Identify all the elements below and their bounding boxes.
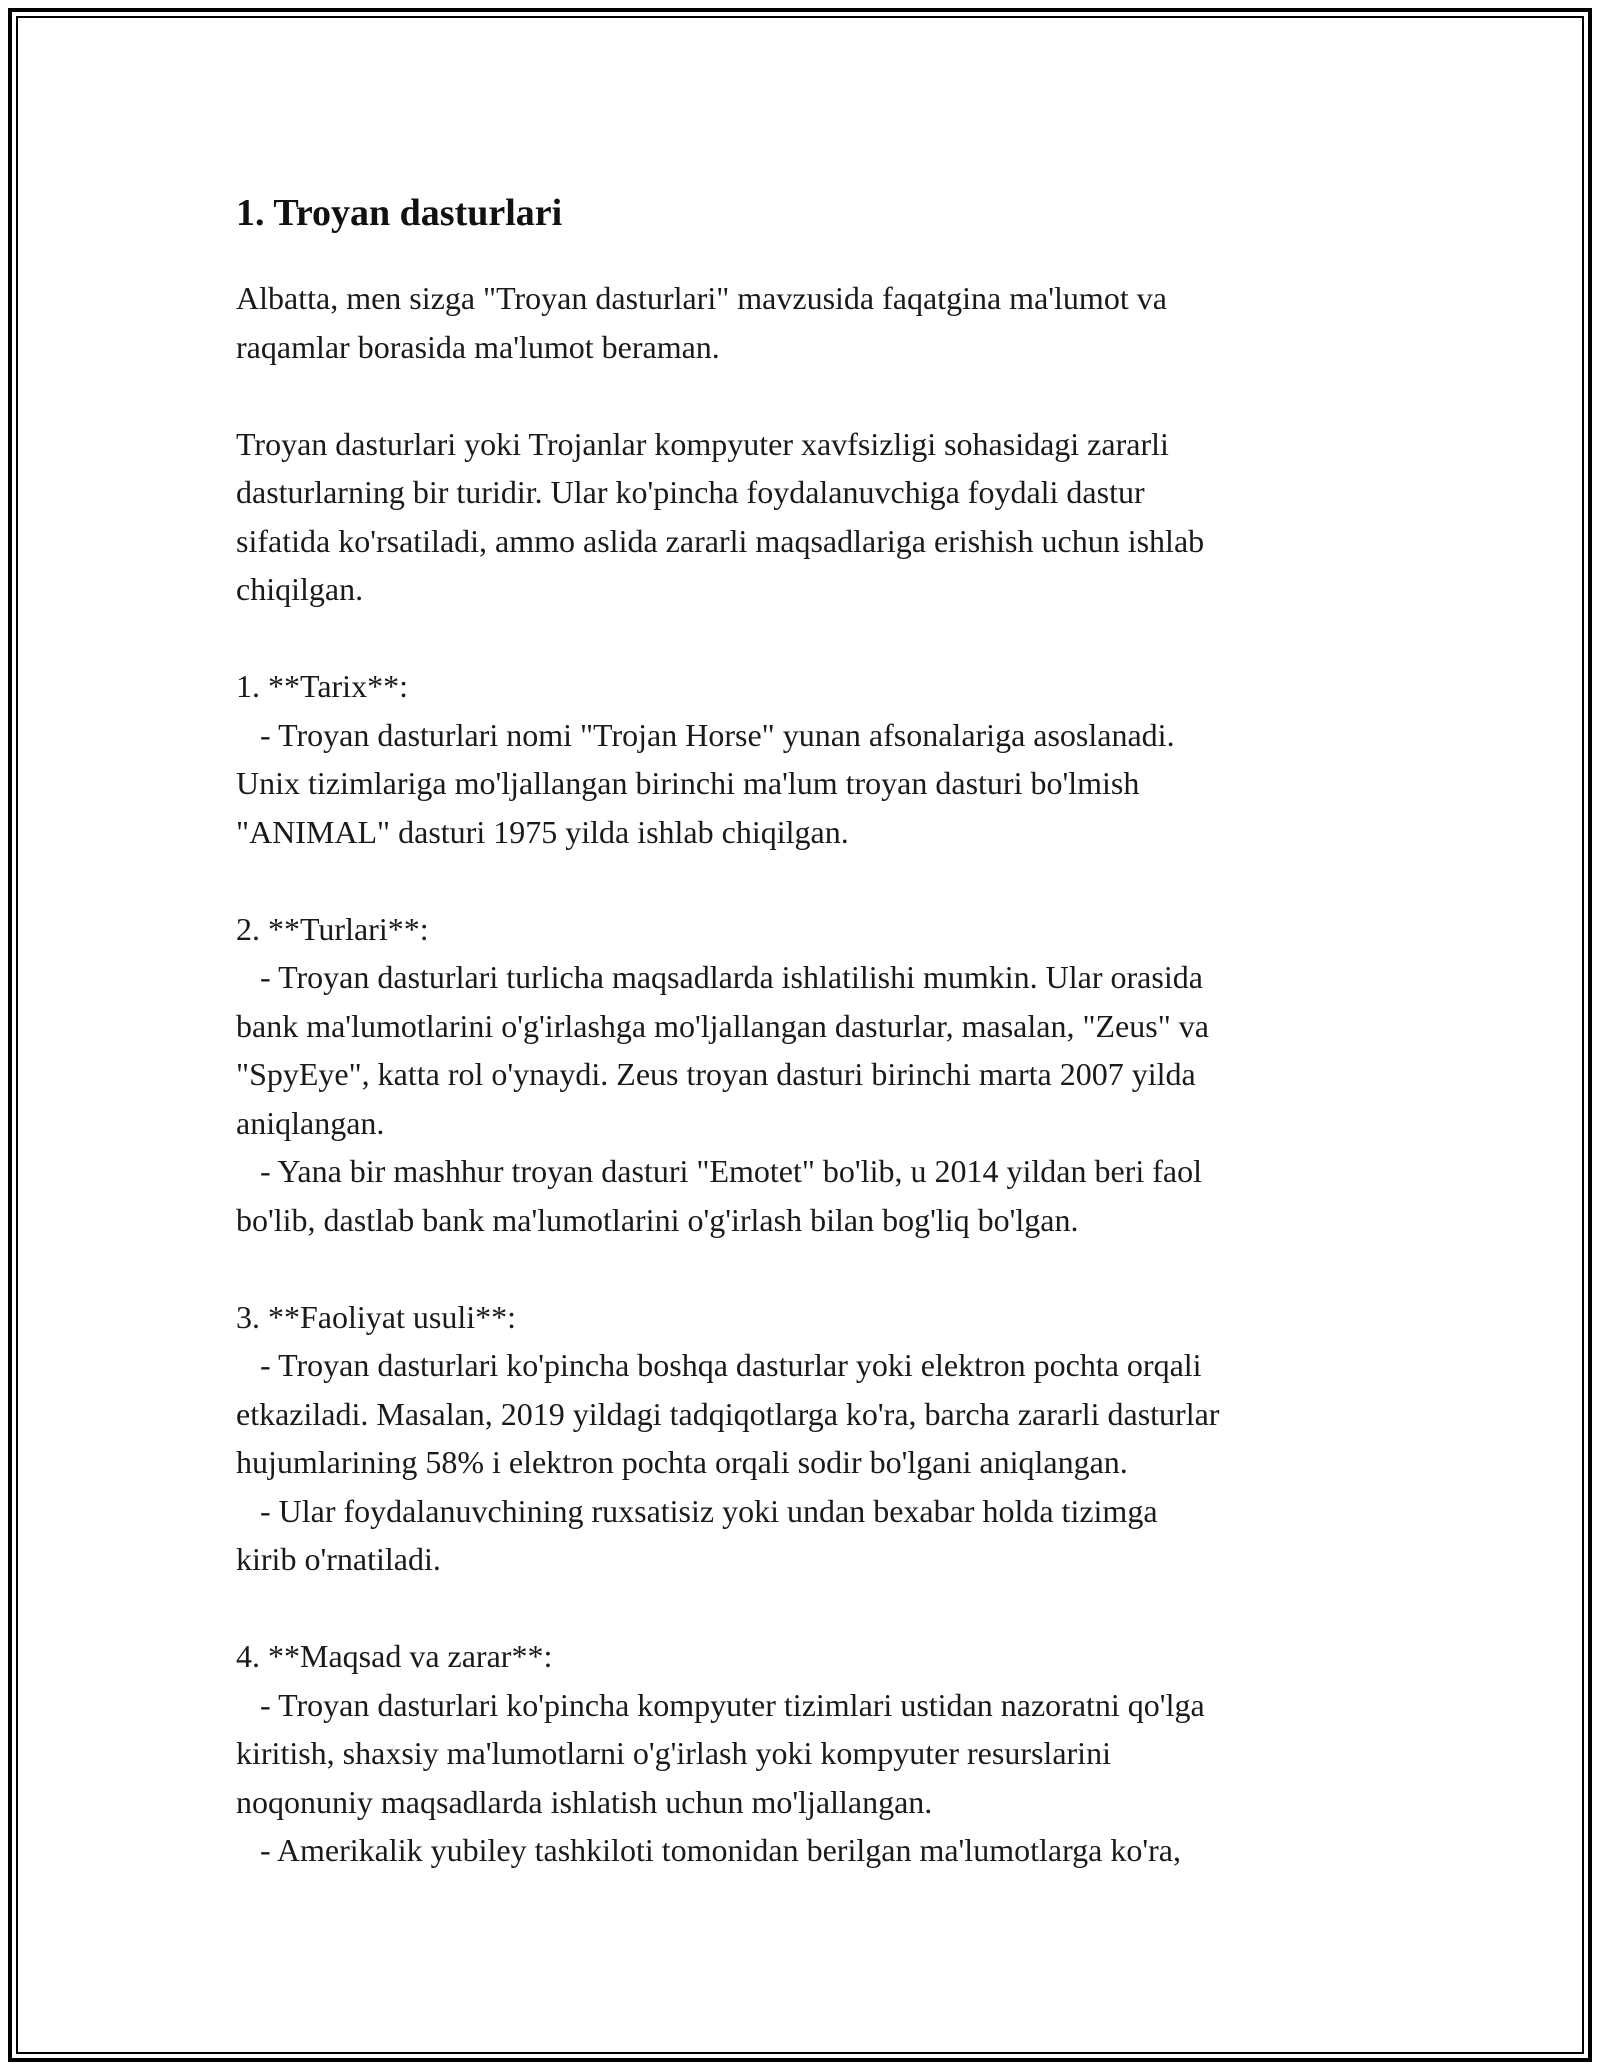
section-heading: 1. **Tarix**:: [236, 668, 408, 704]
section-bullet: - Yana bir mashhur troyan dasturi "Emotet" bo'lib, u 2014 yildan beri faol bo'lib, dastlab bank ma'lumotlarini o'g'irlash bilan bog'liq bo'lgan.: [236, 1153, 1202, 1238]
section-heading: 3. **Faoliyat usuli**:: [236, 1298, 516, 1335]
section-heading: 2. **Turlari**:: [236, 910, 429, 947]
section-bullet: - Troyan dasturlari nomi "Trojan Horse" yunan afsonalariga asoslanadi. Unix tizimlariga mo'ljallangan birinchi ma'lum troyan dasturi bo'lmish "ANIMAL" dasturi 1975 yilda ishlab chiqilgan.: [236, 716, 1175, 850]
section-heading: 4. **Maqsad va zarar**:: [236, 1638, 553, 1674]
section-bullet: - Troyan dasturlari turlicha maqsadlarda ishlatilishi mumkin. Ular orasida bank ma'lumotlarini o'g'irlashga mo'ljallangan dasturlar, masalan, "Zeus" va "SpyEye", katta rol o'ynaydi. Zeus troyan dasturi birinchi marta 2007 yilda aniqlangan.: [236, 959, 1209, 1141]
section-bullet: - Troyan dasturlari ko'pincha boshqa dasturlar yoki elektron pochta orqali etkaziladi. Masalan, 2019 yildagi tadqiqotlarga ko'ra, barcha zararli dasturlar hujumlarining 58% i elektron pochta orqali sodir bo'lgani aniqlangan.: [236, 1347, 1220, 1480]
section-bullet: - Ular foydalanuvchining ruxsatisiz yoki undan bexabar holda tizimga kirib o'rnatiladi.: [236, 1492, 1158, 1577]
document-title: 1. Troyan dasturlari: [236, 192, 563, 234]
intro-paragraph: Albatta, men sizga "Troyan dasturlari" mavzusida faqatgina ma'lumot va raqamlar borasida ma'lumot beraman.: [236, 280, 1167, 365]
section-bullet: - Troyan dasturlari ko'pincha kompyuter tizimlari ustidan nazoratni qo'lga kiritish, shaxsiy ma'lumotlarni o'g'irlash yoki kompyuter resurslarini noqonuniy maqsadlarda ishlatish uchun mo'ljallangan.: [236, 1686, 1205, 1820]
definition-paragraph: Troyan dasturlari yoki Trojanlar kompyuter xavfsizligi sohasidagi zararli dasturlarning bir turidir. Ular ko'pincha foydalanuvchiga foydali dastur sifatida ko'rsatiladi, ammo aslida zararli maqsadlariga erishish uchun ishlab chiqilgan.: [236, 425, 1205, 607]
section-purpose: [236, 1632, 1406, 1875]
section-bullet: - Amerikalik yubiley tashkiloti tomonidan berilgan ma'lumotlarga ko'ra,: [236, 1832, 1181, 1868]
section-types: [236, 905, 1406, 1245]
document-body: [236, 182, 1406, 1923]
section-method: [236, 1293, 1406, 1584]
section-history: [236, 662, 1406, 856]
